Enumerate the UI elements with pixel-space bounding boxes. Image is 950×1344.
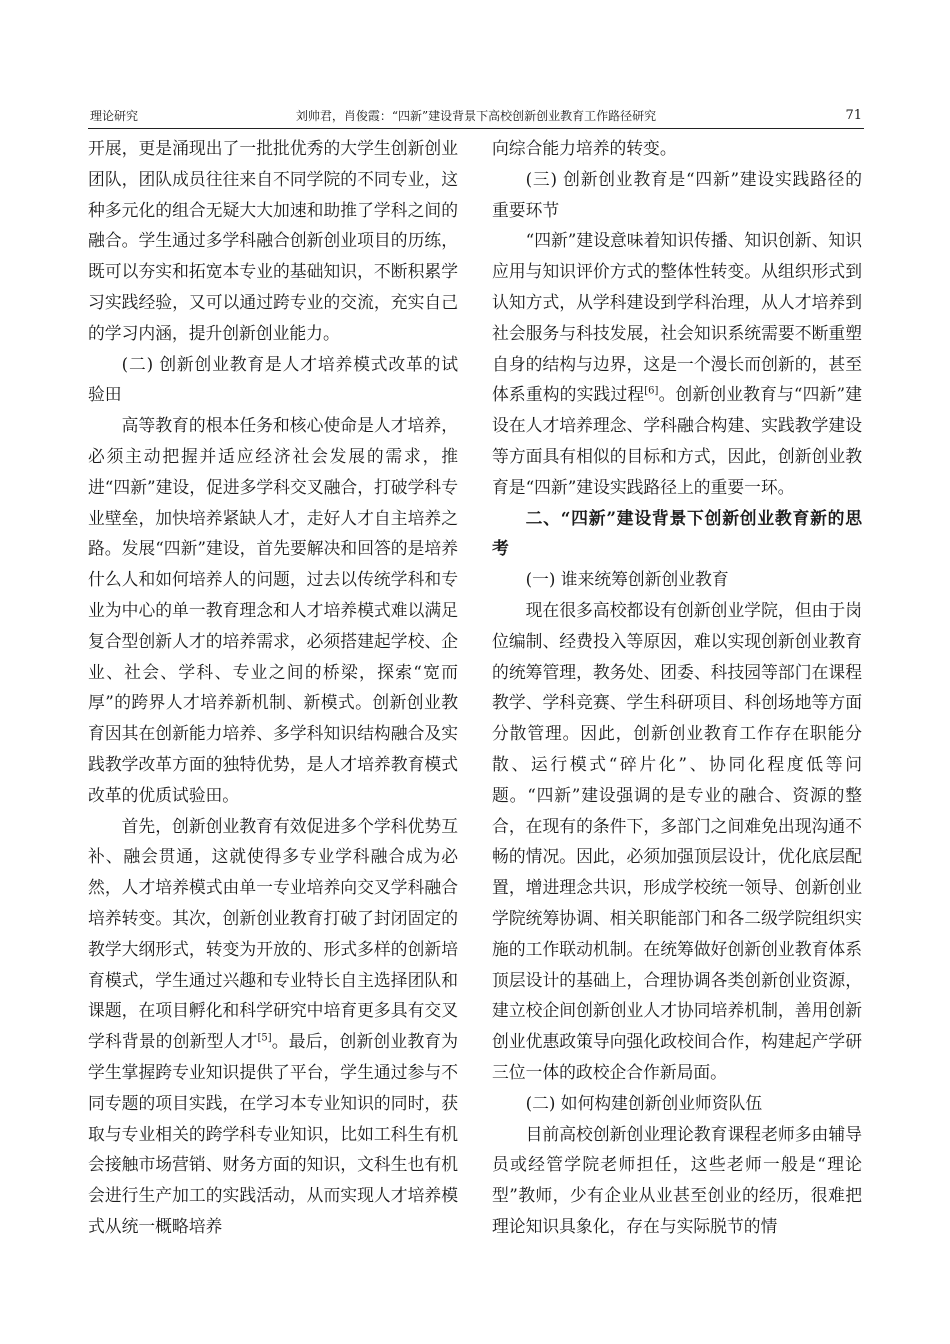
- paragraph: 高等教育的根本任务和核心使命是人才培养，必须主动把握并适应经济社会发展的需求，推进“四新”建设，促进多学科交叉融合，打破学科专业壁垒，加快培养紧缺人才，走好人才自主培养之路。发展“四新”建设，首先要解决和回答的是培养什么人和如何培养人的问题，过去以传统学科和专业为中心的单一教育理念和人才培养模式难以满足复合型创新人才的培养需求，必须搭建起学校、企业、社会、学科、专业之间的桥梁，探索“宽而厚”的跨界人才培养新机制、新模式。创新创业教育因其在创新能力培养、多学科知识结构融合及实践教学改革方面的独特优势，是人才培养教育模式改革的优质试验田。: [88, 415, 458, 805]
- paragraph: [492, 225, 862, 502]
- header-rule: [88, 128, 864, 129]
- left-column: [88, 133, 458, 1242]
- paragraph-text: 首先，创新创业教育有效促进多个学科优势互补、融会贯通，这就使得多专业学科融合成为必然，人才培养模式由单一专业培养向交叉学科融合培养转变。其次，创新创业教育打破了封闭固定的教学大纲形式，转变为开放的、形式多样的创新培育模式，学生通过兴趣和专业特长自主选择团队和课题，在项目孵化和科学研究中培育更多具有交叉学科背景的创新型人才: [88, 815, 458, 1052]
- right-column: [492, 133, 862, 1242]
- running-header: [90, 106, 862, 126]
- paragraph: 现在很多高校都设有创新创业学院，但由于岗位编制、经费投入等原因，难以实现创新创业教育的统筹管理，教务处、团委、科技园等部门在课程教学、学科竞赛、学生科研项目、科创场地等方面分散管理。因此，创新创业教育工作存在职能分散、运行模式“碎片化”、协同化程度低等问题。“四新”建设强调的是专业的融合、资源的整合，在现有的条件下，多部门之间难免出现沟通不畅的情况。因此，必须加强顶层设计，优化底层配置，增进理念共识，形成学校统一领导、创新创业学院统筹协调、相关职能部门和各二级学院组织实施的工作联动机制。在统筹做好创新创业教育体系顶层设计的基础上，合理协调各类创新创业资源，建立校企间创新创业人才协同培养机制，善用创新创业优惠政策导向强化政校间合作，构建起产学研三位一体的政校企合作新局面。: [492, 599, 862, 1082]
- paragraph-text: 。创新创业教育与“四新”建设在人才培养理念、学科融合构建、实践教学建设等方面具有相似的目标和方式，因此，创新创业教育是“四新”建设实践路径上的重要一环。: [492, 384, 862, 497]
- citation-ref: [6]: [644, 385, 659, 397]
- subsection-heading: (二) 如何构建创新创业师资队伍: [525, 1092, 763, 1113]
- paragraph: 目前高校创新创业理论教育课程老师多由辅导员或经管学院老师担任，这些老师一般是“理论型”教师，少有企业从业甚至创业的经历，很难把理论知识具象化，存在与实际脱节的情: [492, 1123, 862, 1236]
- paragraph: 向综合能力培养的转变。: [492, 138, 677, 158]
- subsection-heading: (二) 创新创业教育是人才培养模式改革的试验田: [88, 353, 458, 405]
- header-title: 刘帅君，肖俊霞：“四新”建设背景下高校创新创业教育工作路径研究: [295, 109, 657, 123]
- page-number: 71: [845, 108, 862, 123]
- section-heading: 二、“四新”建设背景下创新创业教育新的思考: [492, 507, 862, 559]
- subsection-heading: (一) 谁来统筹创新创业教育: [525, 569, 729, 590]
- paragraph-text: 。最后，创新创业教育为学生掌握跨专业知识提供了平台，学生通过参与不同专题的项目实践，在学习本专业知识的同时，获取与专业相关的跨学科专业知识，比如工科生有机会接触市场营销、财务方面的知识，文科生也有机会进行生产加工的实践活动，从而实现人才培养模式从统一概略培养: [88, 1031, 458, 1236]
- paragraph-text: “四新”建设意味着知识传播、知识创新、知识应用与知识评价方式的整体性转变。从组织形式到认知方式，从学科建设到学科治理，从人才培养到社会服务与科技发展，社会知识系统需要不断重塑自身的结构与边界，这是一个漫长而创新的，甚至体系重构的实践过程: [492, 230, 862, 405]
- header-category: 理论研究: [90, 109, 139, 123]
- citation-ref: [5]: [257, 1032, 272, 1044]
- subsection-heading: (三) 创新创业教育是“四新”建设实践路径的重要环节: [492, 168, 862, 220]
- paragraph: 开展，更是涌现出了一批批优秀的大学生创新创业团队，团队成员往往来自不同学院的不同专业，这种多元化的组合无疑大大加速和助推了学科之间的融合。学生通过多学科融合创新创业项目的历练，既可以夯实和拓宽本专业的基础知识，不断积累学习实践经验，又可以通过跨专业的交流，充实自己的学习内涵，提升创新创业能力。: [88, 138, 458, 343]
- paragraph: [88, 811, 458, 1242]
